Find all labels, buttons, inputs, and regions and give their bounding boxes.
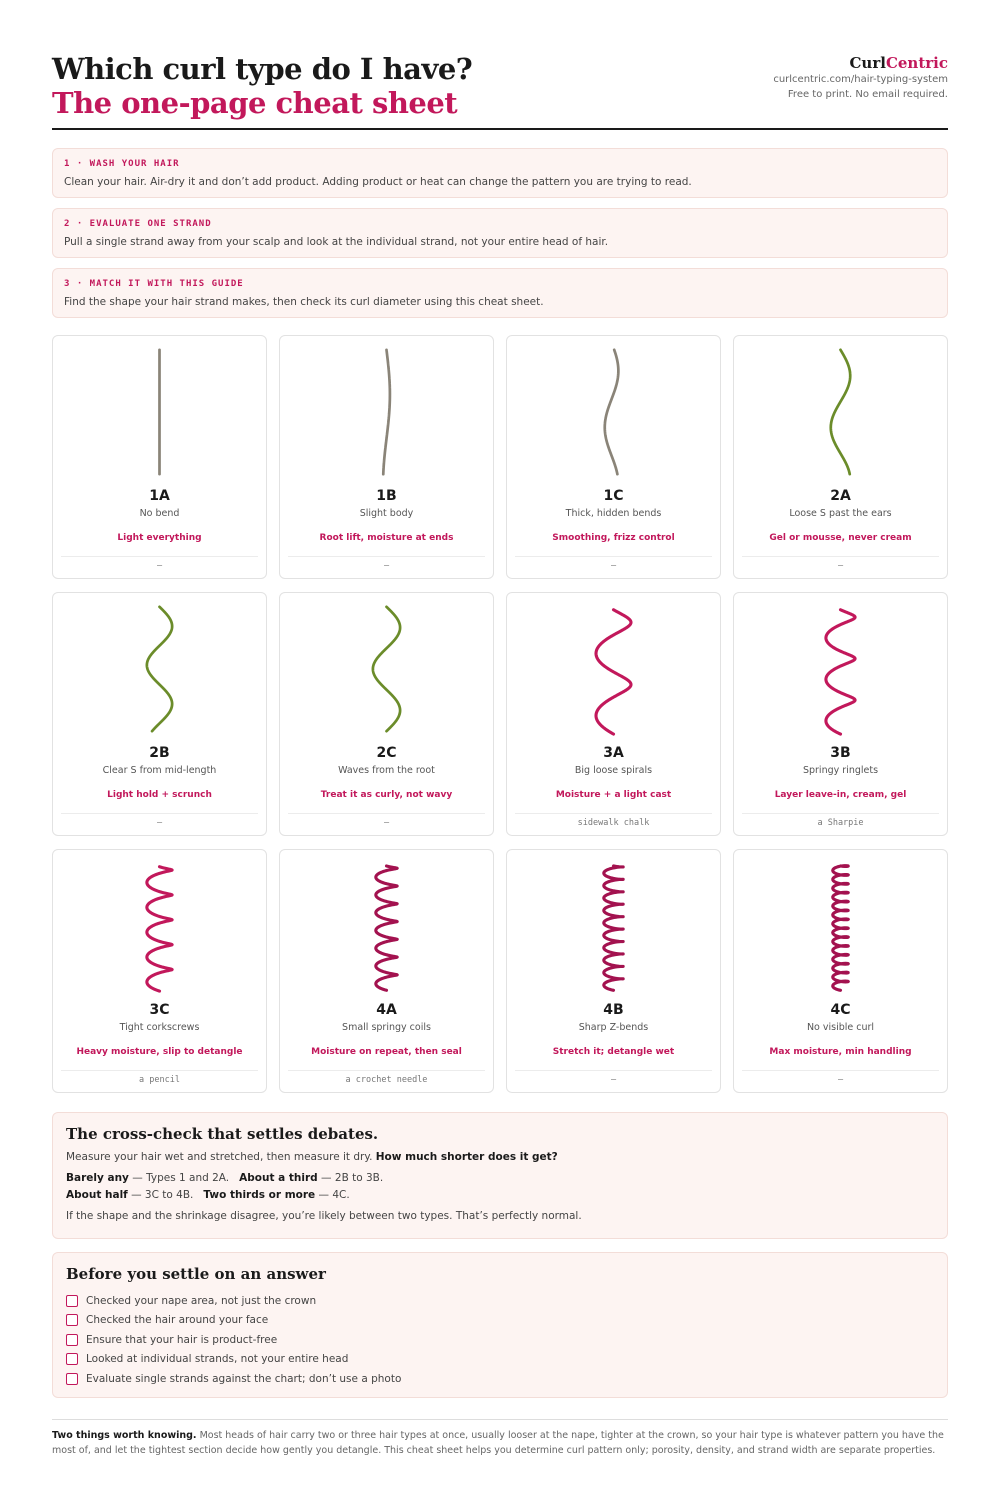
curl-type-tip: Light hold + scrunch — [107, 790, 212, 800]
checklist-item — [66, 1311, 934, 1331]
curl-type-tip: Light everything — [117, 533, 202, 543]
crosscheck-title: The cross-check that settles debates. — [66, 1125, 379, 1143]
curl-diameter-reference: — — [837, 561, 844, 571]
brand-url[interactable]: curlcentric.com/hair-typing-system — [773, 74, 948, 85]
curl-diameter-reference: a Sharpie — [817, 818, 864, 828]
step-evaluate — [52, 208, 948, 258]
curl-type-description: No bend — [139, 508, 180, 519]
checklist — [66, 1291, 934, 1389]
curl-card-4a — [279, 849, 494, 1093]
curl-card-3c — [52, 849, 267, 1093]
crosscheck-outro: If the shape and the shrinkage disagree, you’re likely between two types. That’s perfectly normal. — [66, 1210, 582, 1222]
shrinkage-types: — 2B to 3B. — [321, 1172, 384, 1184]
card-divider — [61, 556, 258, 557]
shrinkage-row-1 — [66, 1170, 934, 1187]
card-divider — [288, 1070, 485, 1071]
shrinkage-level: About half — [66, 1189, 128, 1201]
curl-type-code: 3B — [830, 745, 851, 761]
curl-diameter-reference: — — [610, 1075, 617, 1085]
curl-diameter-reference: — — [610, 561, 617, 571]
curl-diameter-reference: — — [383, 818, 390, 828]
hair-strand — [604, 866, 623, 990]
checklist-item-label: Checked your nape area, not just the crown — [86, 1294, 317, 1307]
curl-type-tip: Moisture on repeat, then seal — [311, 1047, 462, 1057]
curl-type-description: No visible curl — [806, 1022, 875, 1033]
curl-type-description: Small springy coils — [342, 1022, 431, 1033]
step-wash — [52, 148, 948, 198]
curl-diameter-reference: a pencil — [139, 1075, 180, 1085]
curl-card-2a — [733, 335, 948, 579]
card-divider — [515, 813, 712, 814]
strand-illustration — [734, 344, 947, 480]
crosscheck-question: How much shorter does it get? — [375, 1151, 558, 1163]
curl-type-description: Clear S from mid-length — [102, 765, 217, 776]
curl-type-description: Thick, hidden bends — [565, 508, 662, 519]
curl-type-code: 4B — [603, 1002, 624, 1018]
curl-type-description: Big loose spirals — [574, 765, 653, 776]
curl-type-code: 1C — [603, 488, 624, 504]
footer-note — [52, 1419, 948, 1458]
curl-card-1a — [52, 335, 267, 579]
checkbox[interactable] — [66, 1334, 78, 1346]
step-text: Find the shape your hair strand makes, then check its curl diameter using this cheat sheet. — [64, 296, 544, 308]
curl-type-description: Slight body — [359, 508, 414, 519]
strand-illustration — [53, 601, 266, 737]
curl-type-description: Sharp Z-bends — [578, 1022, 649, 1033]
card-divider — [61, 813, 258, 814]
curl-card-3b — [733, 592, 948, 836]
page-title: Which curl type do I have? — [52, 52, 473, 86]
curl-type-code: 3A — [603, 745, 624, 761]
card-divider — [515, 1070, 712, 1071]
card-divider — [742, 556, 939, 557]
hair-strand — [605, 350, 619, 474]
checklist-item-label: Looked at individual strands, not your entire head — [86, 1353, 349, 1366]
checklist-title: Before you settle on an answer — [66, 1265, 326, 1283]
strand-illustration — [53, 344, 266, 480]
hair-strand — [831, 350, 850, 474]
brand-name-part2: Centric — [885, 54, 948, 72]
strand-illustration — [53, 858, 266, 994]
curl-card-1b — [279, 335, 494, 579]
shrinkage-types: — 3C to 4B. — [131, 1189, 194, 1201]
card-divider — [288, 556, 485, 557]
card-divider — [515, 556, 712, 557]
strand-illustration — [734, 601, 947, 737]
strand-illustration — [280, 344, 493, 480]
card-divider — [742, 1070, 939, 1071]
curl-diameter-reference: — — [383, 561, 390, 571]
page-subtitle: The one-page cheat sheet — [52, 86, 458, 120]
curl-card-4b — [506, 849, 721, 1093]
footer-text: Most heads of hair carry two or three hair types at once, usually looser at the nape, tighter at the crown, so your hair type is whatever pattern you have the most of, and let the tightest section decide how gently you detangle. This cheat sheet helps you determine curl pattern only; porosity, density, and strand width are separate properties. — [52, 1430, 944, 1456]
hair-strand — [147, 607, 172, 731]
curl-type-tip: Moisture + a light cast — [555, 790, 672, 800]
hair-strand — [147, 867, 172, 991]
curl-type-tip: Smoothing, frizz control — [552, 533, 675, 543]
curl-diameter-reference: a crochet needle — [345, 1075, 428, 1085]
step-text: Clean your hair. Air-dry it and don’t add product. Adding product or heat can change the pattern you are trying to read. — [64, 176, 692, 188]
curl-type-description: Springy ringlets — [802, 765, 879, 776]
curl-card-3a — [506, 592, 721, 836]
brand-logo — [773, 54, 948, 72]
curl-type-tip: Heavy moisture, slip to detangle — [76, 1047, 243, 1057]
checklist-item-label: Checked the hair around your face — [86, 1314, 269, 1327]
hair-strand — [826, 610, 855, 734]
shrinkage-level: About a third — [239, 1172, 318, 1184]
card-divider — [61, 1070, 258, 1071]
footer-heading: Two things worth knowing. — [52, 1430, 197, 1441]
curl-diameter-reference: — — [156, 818, 163, 828]
curl-type-code: 2A — [830, 488, 851, 504]
brand-block — [773, 54, 948, 102]
curl-type-tip: Gel or mousse, never cream — [769, 533, 912, 543]
card-divider — [288, 813, 485, 814]
step-label: 3 · MATCH IT WITH THIS GUIDE — [64, 279, 244, 289]
curl-type-tip: Layer leave-in, cream, gel — [774, 790, 907, 800]
strand-illustration — [507, 344, 720, 480]
curl-diameter-reference: sidewalk chalk — [577, 818, 650, 828]
shrinkage-row-2 — [66, 1187, 934, 1204]
strand-illustration — [280, 858, 493, 994]
curl-diameter-reference: — — [156, 561, 163, 571]
checklist-item — [66, 1369, 934, 1389]
curl-diameter-reference: — — [837, 1075, 844, 1085]
checkbox[interactable] — [66, 1353, 78, 1365]
brand-note: Free to print. No email required. — [787, 89, 948, 100]
step-label: 1 · WASH YOUR HAIR — [64, 159, 180, 169]
curl-type-tip: Root lift, moisture at ends — [319, 533, 454, 543]
curl-card-1c — [506, 335, 721, 579]
curl-type-description: Waves from the root — [338, 765, 435, 776]
checklist-item-label: Ensure that your hair is product-free — [86, 1333, 278, 1346]
strand-illustration — [507, 858, 720, 994]
step-text: Pull a single strand away from your scalp and look at the individual strand, not your entire head of hair. — [64, 236, 609, 248]
checklist-item — [66, 1291, 934, 1311]
checklist-item-label: Evaluate single strands against the chart; don’t use a photo — [86, 1372, 402, 1385]
curl-type-description: Tight corkscrews — [119, 1022, 200, 1033]
curl-type-code: 3C — [149, 1002, 170, 1018]
strand-illustration — [280, 601, 493, 737]
curl-card-2c — [279, 592, 494, 836]
strand-illustration — [734, 858, 947, 994]
checklist-item — [66, 1350, 934, 1370]
checklist-item — [66, 1330, 934, 1350]
brand-name-part1: Curl — [849, 54, 886, 72]
curl-card-4c — [733, 849, 948, 1093]
curl-type-code: 1B — [376, 488, 397, 504]
step-label: 2 · EVALUATE ONE STRAND — [64, 219, 212, 229]
hair-strand — [376, 866, 397, 990]
curl-type-tip: Treat it as curly, not wavy — [320, 790, 453, 800]
shrinkage-level: Barely any — [66, 1172, 129, 1184]
curl-type-code: 4A — [376, 1002, 397, 1018]
page-header — [52, 52, 948, 130]
curl-type-code: 1A — [149, 488, 170, 504]
strand-illustration — [507, 601, 720, 737]
hair-strand — [383, 350, 390, 474]
curl-type-tip: Stretch it; detangle wet — [552, 1047, 675, 1057]
crosscheck-panel — [52, 1112, 948, 1239]
curl-type-description: Loose S past the ears — [789, 508, 892, 519]
hair-strand — [373, 607, 400, 731]
checklist-panel — [52, 1252, 948, 1398]
checkbox[interactable] — [66, 1373, 78, 1385]
shrinkage-types: — Types 1 and 2A. — [132, 1172, 230, 1184]
hair-strand — [596, 610, 631, 734]
curl-type-tip: Max moisture, min handling — [769, 1047, 912, 1057]
shrinkage-types: — 4C. — [318, 1189, 350, 1201]
hair-strand — [833, 866, 849, 991]
curl-type-code: 2B — [149, 745, 170, 761]
curl-card-2b — [52, 592, 267, 836]
step-match — [52, 268, 948, 318]
card-divider — [742, 813, 939, 814]
crosscheck-intro-text: Measure your hair wet and stretched, then measure it dry. — [66, 1151, 373, 1163]
crosscheck-intro — [66, 1149, 934, 1166]
checkbox[interactable] — [66, 1295, 78, 1307]
curl-type-code: 4C — [830, 1002, 851, 1018]
curl-type-code: 2C — [376, 745, 397, 761]
checkbox[interactable] — [66, 1314, 78, 1326]
shrinkage-level: Two thirds or more — [203, 1189, 316, 1201]
